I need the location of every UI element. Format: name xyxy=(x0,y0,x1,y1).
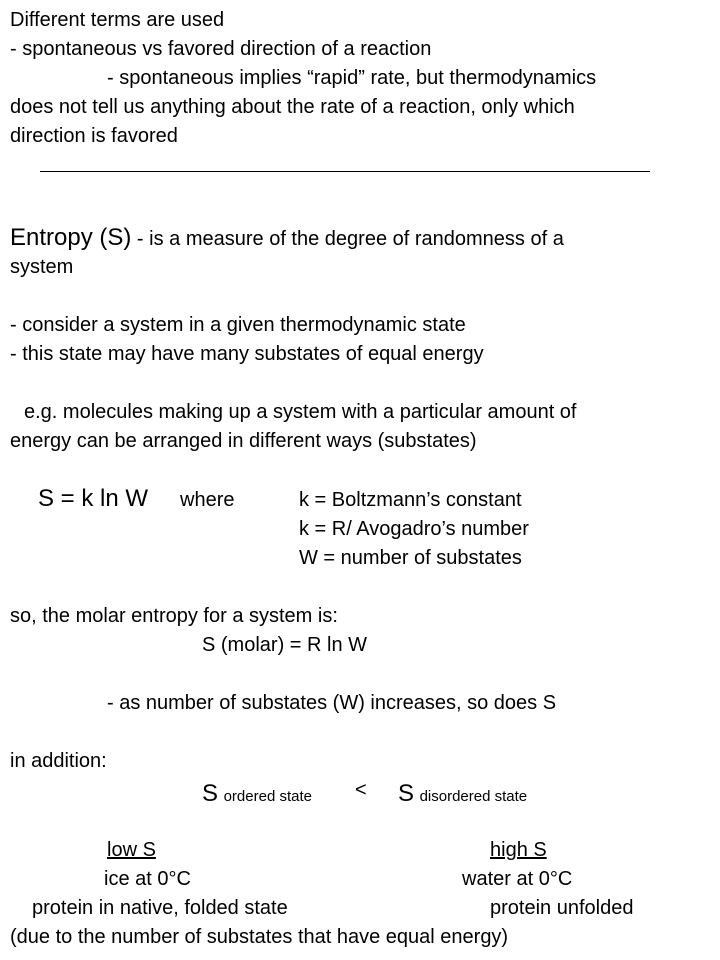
disordered-state-entropy xyxy=(398,781,527,807)
disordered-s: S xyxy=(398,780,415,807)
entropy-term: Entropy (S) xyxy=(10,224,132,251)
ordered-subscript: ordered state xyxy=(223,788,312,805)
entropy-definition-line-2: system xyxy=(10,256,74,278)
intro-line-1: Different terms are used xyxy=(10,9,225,31)
comparison-intro: in addition: xyxy=(10,750,107,772)
example-line-1: e.g. molecules making up a system with a particular amount of xyxy=(24,401,577,423)
disordered-subscript: disordered state xyxy=(419,788,528,805)
intro-line-5: direction is favored xyxy=(10,125,178,147)
entropy-bullet-1: - consider a system in a given thermodynamic state xyxy=(10,314,466,336)
molar-note: - as number of substates (W) increases, so does S xyxy=(107,692,557,714)
k-definition-1: k = Boltzmann’s constant xyxy=(299,489,522,511)
intro-line-4: does not tell us anything about the rate of a reaction, only which xyxy=(10,96,575,118)
low-example-ice: ice at 0°C xyxy=(104,868,191,890)
k-definition-2: k = R/ Avogadro’s number xyxy=(299,518,529,540)
entropy-definition-text: - is a measure of the degree of randomness of a xyxy=(131,228,564,250)
boltzmann-equation: S = k ln W xyxy=(38,485,149,512)
footer-note: (due to the number of substates that have equal energy) xyxy=(10,926,509,948)
high-s-heading: high S xyxy=(490,839,547,861)
entropy-definition xyxy=(10,225,564,251)
ordered-s: S xyxy=(202,780,219,807)
entropy-bullet-2: - this state may have many substates of equal energy xyxy=(10,343,484,365)
high-example-water: water at 0°C xyxy=(462,868,573,890)
where-label: where xyxy=(180,489,235,511)
low-example-protein: protein in native, folded state xyxy=(32,897,288,919)
high-example-protein: protein unfolded xyxy=(490,897,634,919)
intro-line-2: - spontaneous vs favored direction of a reaction xyxy=(10,38,432,60)
molar-equation: S (molar) = R ln W xyxy=(202,634,368,656)
less-than-sign: < xyxy=(355,779,367,801)
example-line-2: energy can be arranged in different ways (substates) xyxy=(10,430,477,452)
divider-line xyxy=(40,171,650,172)
w-definition: W = number of substates xyxy=(299,547,522,569)
molar-intro: so, the molar entropy for a system is: xyxy=(10,605,338,627)
low-s-heading: low S xyxy=(107,839,156,861)
ordered-state-entropy xyxy=(202,781,312,807)
intro-line-3: - spontaneous implies “rapid” rate, but thermodynamics xyxy=(107,67,597,89)
